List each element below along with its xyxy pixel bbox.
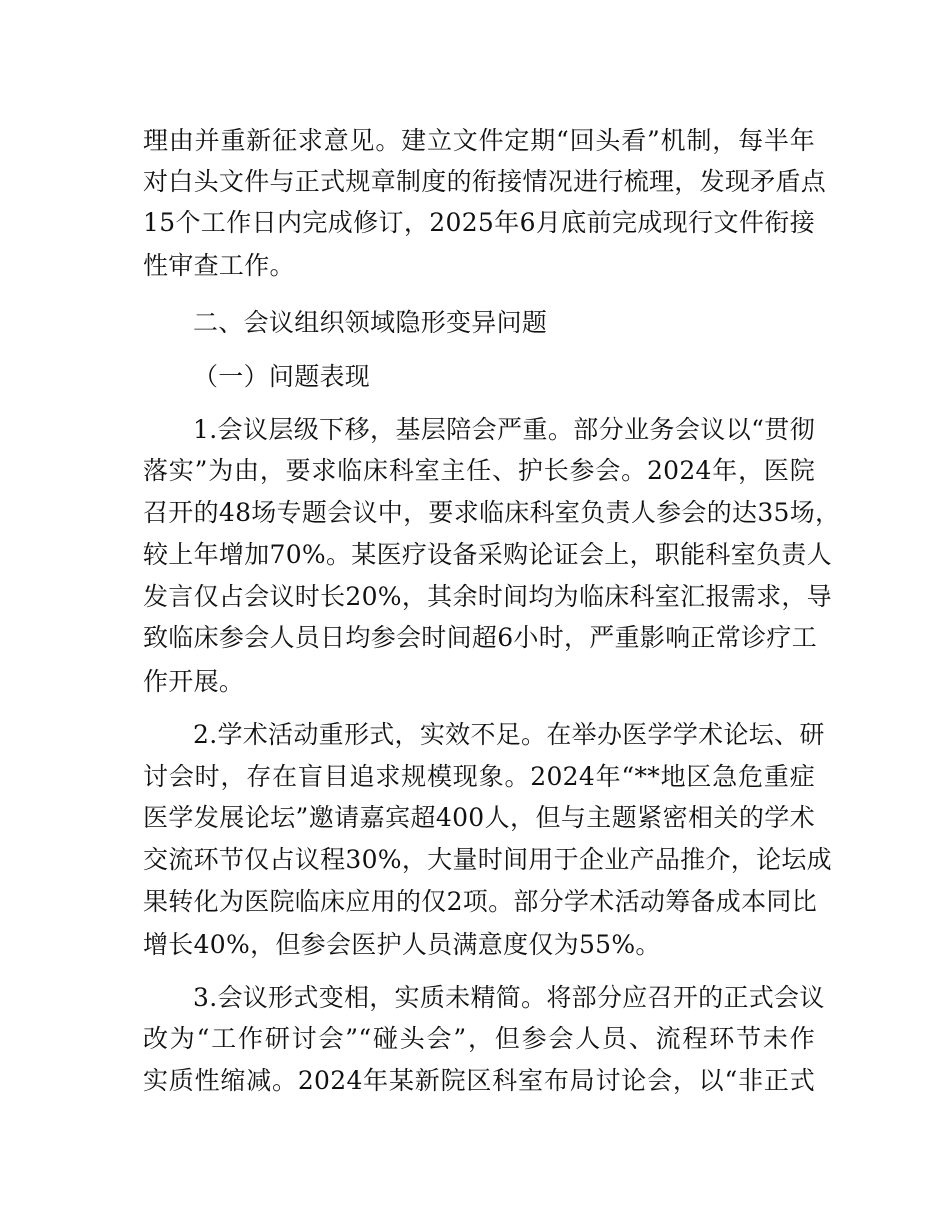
text-line: 果转化为医院临床应用的仅2项。部分学术活动筹备成本同比 [143,887,818,916]
subsection-heading: （一）问题表现 [193,362,371,391]
paragraph-first-line: 2.学术活动重形式，实效不足。在举办医学学术论坛、研 [193,720,825,749]
text-line: 医学发展论坛”邀请嘉宾超400人，但与主题紧密相关的学术 [143,803,815,832]
text-line: 发言仅占会议时长20%，其余时间均为临床科室汇报需求，导 [143,582,832,611]
section-heading: 二、会议组织领域隐形变异问题 [193,308,548,337]
text-line: 致临床参会人员日均参会时间超6小时，严重影响正常诊疗工 [143,623,818,652]
paragraph-first-line: 1.会议层级下移，基层陪会严重。部分业务会议以“贯彻 [193,415,815,444]
text-line: 落实”为由，要求临床科室主任、护长参会。2024年，医院 [143,456,815,485]
text-line: 性审查工作。 [143,251,295,280]
text-line: 作开展。 [143,667,245,696]
text-line: 交流环节仅占议程30%，大量时间用于企业产品推介，论坛成 [143,845,832,874]
text-line: 15个工作日内完成修订，2025年6月底前完成现行文件衔接 [143,208,815,237]
text-line: 较上年增加70%。某医疗设备采购论证会上，职能科室负责人 [143,540,832,569]
text-line: 实质性缩减。2024年某新院区科室布局讨论会，以“非正式 [143,1066,815,1095]
text-line: 对白头文件与正式规章制度的衔接情况进行梳理，发现矛盾点 [143,167,827,196]
paragraph-first-line: 3.会议形式变相，实质未精简。将部分应召开的正式会议 [193,983,825,1012]
text-line: 讨会时，存在盲目追求规模现象。2024年“**地区急危重症 [143,762,815,791]
text-line: 改为“工作研讨会”“碰头会”，但参会人员、流程环节未作 [143,1024,815,1053]
text-line: 召开的48场专题会议中，要求临床科室负责人参会的达35场， [143,498,841,527]
text-line: 理由并重新征求意见。建立文件定期“回头看”机制，每半年 [143,126,815,155]
text-line: 增长40%，但参会医护人员满意度仅为55%。 [143,930,661,959]
